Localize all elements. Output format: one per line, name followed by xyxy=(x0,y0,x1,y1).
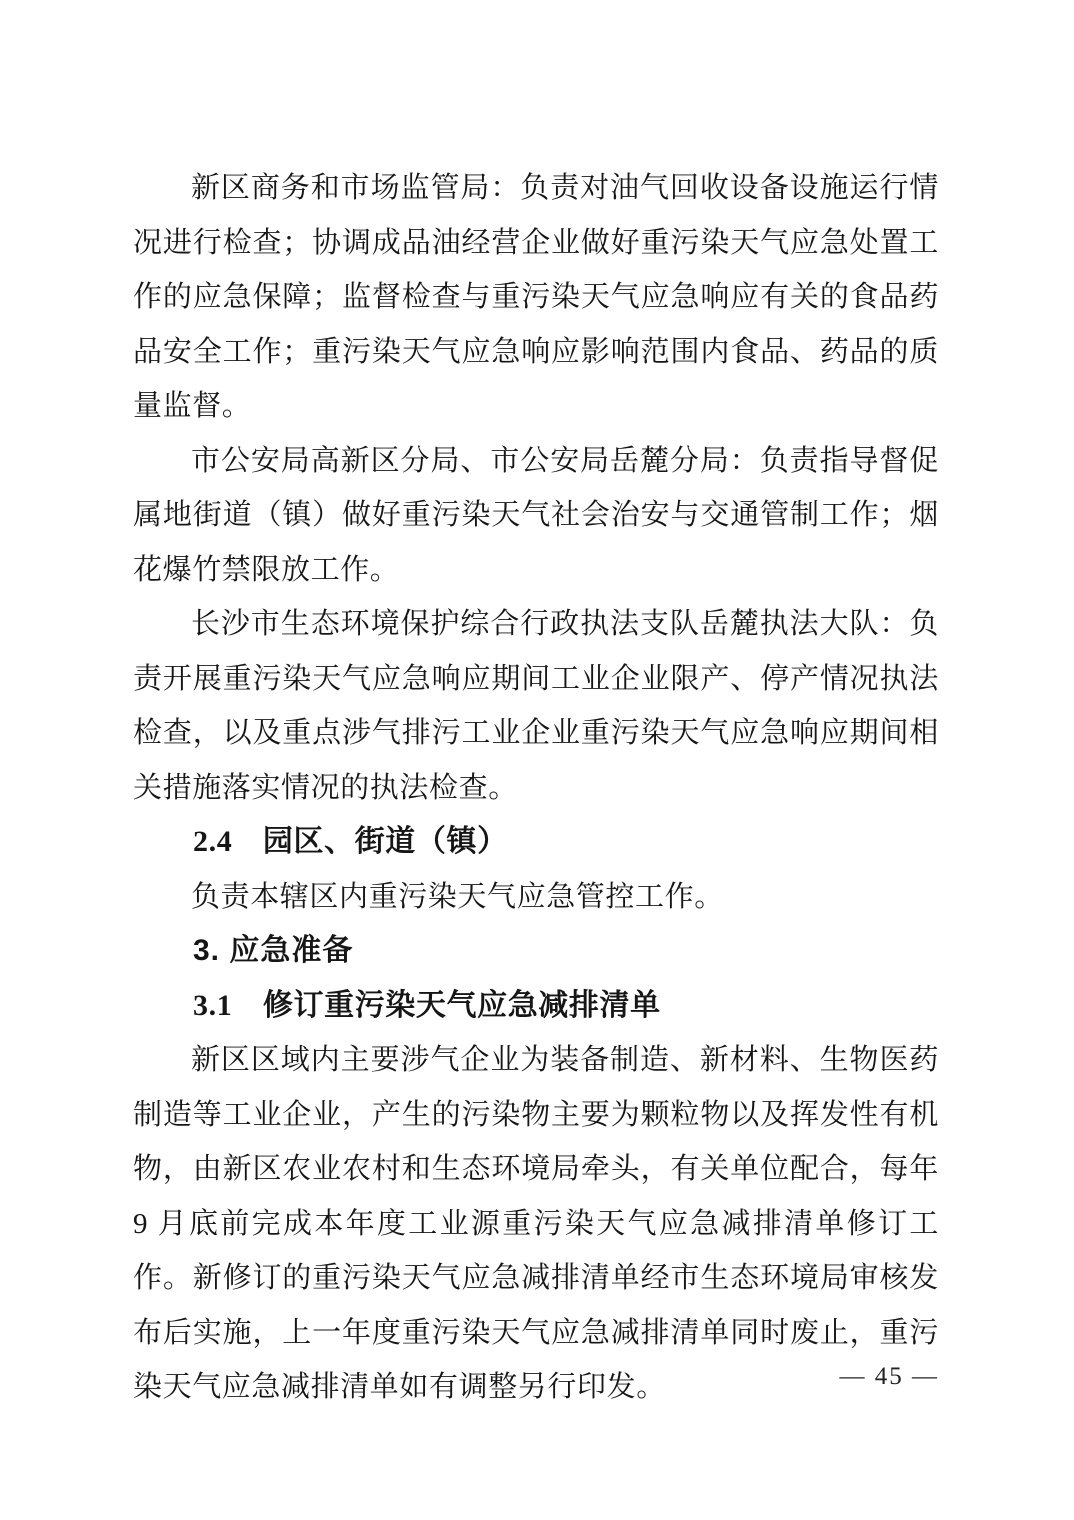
document-body xyxy=(133,161,947,1415)
paragraph-enforcement-brigade: 长沙市生态环境保护综合行政执法支队岳麓执法大队：负责开展重污染天气应急响应期间工业企业限产、停产情况执法检查，以及重点涉气排污工业企业重污染天气应急响应期间相关措施落实情况的执法检查。 xyxy=(133,608,939,804)
paragraph-emission-reduction-list: 新区区域内主要涉气企业为装备制造、新材料、生物医药制造等工业企业，产生的污染物主要为颗粒物以及挥发性有机物，由新区农业农村和生态环境局牵头，有关单位配合，每年 9 月底前完成本年度工业源重污染天气应急减排清单修订工作。新修订的重污染天气应急减排清单经市生态环境局审核发布后实施，上一年度重污染天气应急减排清单同时废止，重污染天气应急减排清单如有调整另行印发。 xyxy=(133,1044,947,1403)
paragraph-public-security-bureau: 市公安局高新区分局、市公安局岳麓分局：负责指导督促属地街道（镇）做好重污染天气社会治安与交通管制工作；烟花爆竹禁限放工作。 xyxy=(133,444,939,586)
page-number: — 45 — xyxy=(839,1363,939,1390)
subsection-heading-3-1: 3.1 修订重污染天气应急减排清单 xyxy=(193,988,661,1022)
subsection-heading-2-4: 2.4 园区、街道（镇） xyxy=(193,825,508,858)
paragraph-district-control: 负责本辖区内重污染天气应急管控工作。 xyxy=(191,880,724,913)
section-heading-3: 3. 应急准备 xyxy=(193,934,354,967)
paragraph-commerce-market-bureau: 新区商务和市场监管局：负责对油气回收设备设施运行情况进行检查；协调成品油经营企业做好重污染天气应急处置工作的应急保障；监督检查与重污染天气应急响应有关的食品药品安全工作；重污染天气应急响应影响范围内食品、药品的质量监督。 xyxy=(133,172,939,422)
